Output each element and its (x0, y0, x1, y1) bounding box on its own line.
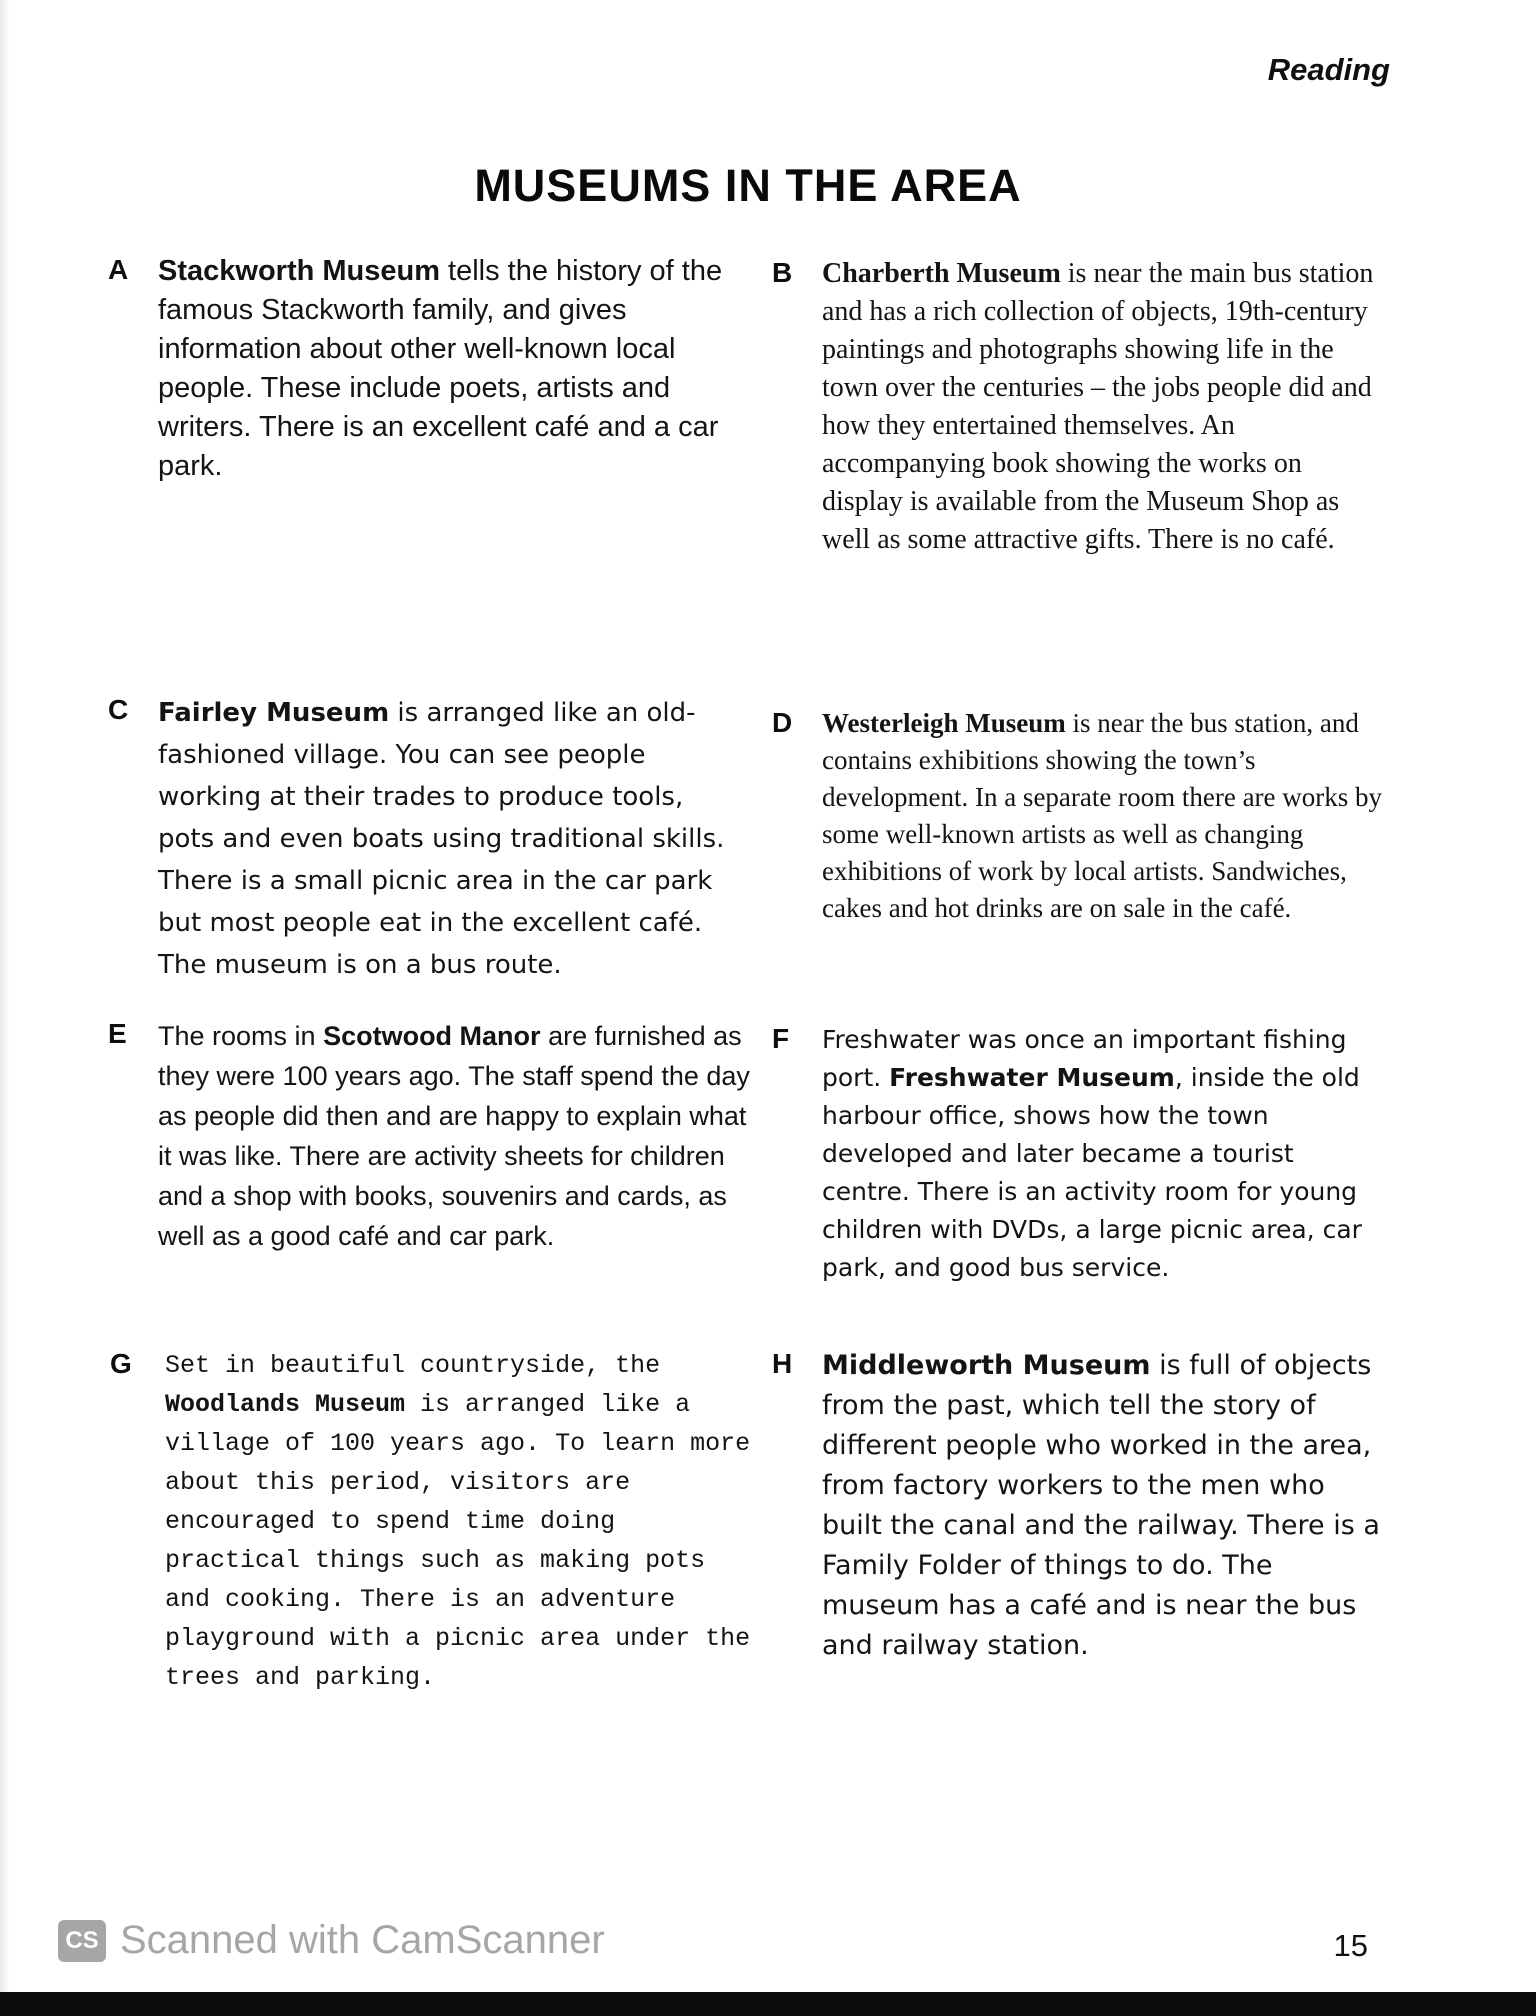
museum-name: Woodlands Museum (165, 1390, 406, 1419)
section-text (822, 705, 1404, 927)
section-text (165, 1346, 755, 1697)
section-post-text: is near the bus station, and contains exhibitions showing the town’s development. In a separate room there are works by some well-known artists as well as changing exhibitions of work by local artists. Sandwiches, cakes and hot drinks are on sale in the café. (822, 708, 1383, 923)
section-post-text: is full of objects from the past, which tell the story of different people who worked in the area, from factory workers to the men who built the canal and the railway. There is a Family Folder of things to do. The museum has a café and is near the bus and railway station. (822, 1350, 1380, 1661)
section-text (822, 255, 1380, 559)
museum-section-d (772, 705, 1404, 927)
section-text (158, 252, 733, 486)
section-letter: C (108, 694, 129, 725)
museum-section-h (772, 1346, 1380, 1666)
museum-section-c (108, 692, 740, 986)
section-letter: G (110, 1348, 132, 1379)
watermark-text: Scanned with CamScanner (120, 1918, 605, 1962)
scan-bottom-bar (0, 1992, 1536, 2016)
section-post-text: , inside the old harbour office, shows how the town developed and later became a tourist centre. There is an activity room for young children with DVDs, a large picnic area, car park, and good bus service. (822, 1063, 1362, 1282)
section-post-text: is near the main bus station and has a rich collection of objects, 19th-century paintings and photographs showing life in the town over the centuries – the jobs people did and how they entertained themselves. An accompanying book showing the works on display is available from the Museum Shop as well as some attractive gifts. There is no café. (822, 258, 1374, 555)
section-letter: D (772, 707, 793, 738)
section-letter: F (772, 1023, 790, 1054)
section-text (822, 1346, 1380, 1666)
museum-section-g (110, 1346, 755, 1697)
museum-name: Fairley Museum (158, 698, 390, 728)
museum-name: Middleworth Museum (822, 1350, 1151, 1381)
section-letter: A (108, 254, 129, 285)
section-pre-text: Set in beautiful countryside, the (165, 1351, 661, 1380)
page-number: 15 (1333, 1928, 1368, 1963)
camscanner-watermark (58, 1918, 605, 1963)
museum-section-f (772, 1021, 1374, 1287)
museum-name: Scotwood Manor (323, 1021, 541, 1051)
section-text (158, 692, 740, 986)
museum-name: Freshwater Museum (889, 1063, 1175, 1092)
scan-edge-shadow (0, 0, 10, 1992)
section-text (822, 1021, 1374, 1287)
section-pre-text: Freshwater was once an important fishing port. (822, 1025, 1347, 1092)
section-post-text: tells the history of the famous Stackworth family, and gives information about other well-known local people. These include poets, artists and writers. There is an excellent café and a car park. (158, 255, 723, 482)
section-post-text: is arranged like a village of 100 years ago. To learn more about this period, visitors are encouraged to spend time doing practical things such as making pots and cooking. There is an adventure playground with a picnic area under the trees and parking. (165, 1390, 751, 1692)
section-post-text: is arranged like an old-fashioned village. You can see people working at their trades to produce tools, pots and even boats using traditional skills. There is a small picnic area in the car park but most people eat in the excellent café. The museum is on a bus route. (158, 698, 725, 980)
section-letter: E (108, 1018, 127, 1049)
section-header-reading: Reading (1267, 52, 1390, 87)
museum-name: Charberth Museum (822, 258, 1061, 289)
section-letter: B (772, 257, 793, 288)
page-title: MUSEUMS IN THE AREA (474, 160, 1022, 211)
section-text (158, 1016, 756, 1256)
museum-section-b (772, 255, 1380, 559)
camscanner-logo-icon: CS (58, 1920, 106, 1962)
section-letter: H (772, 1348, 793, 1379)
museum-name: Westerleigh Museum (822, 708, 1066, 738)
museum-name: Stackworth Museum (158, 255, 440, 287)
museum-section-e (108, 1016, 756, 1256)
section-pre-text: The rooms in (158, 1021, 324, 1051)
section-post-text: are furnished as they were 100 years ago. The staff spend the day as people did then and are happy to explain what it was like. There are activity sheets for children and a shop with books, souvenirs and cards, as well as a good café and car park. (158, 1021, 750, 1251)
museum-section-a (108, 252, 733, 486)
